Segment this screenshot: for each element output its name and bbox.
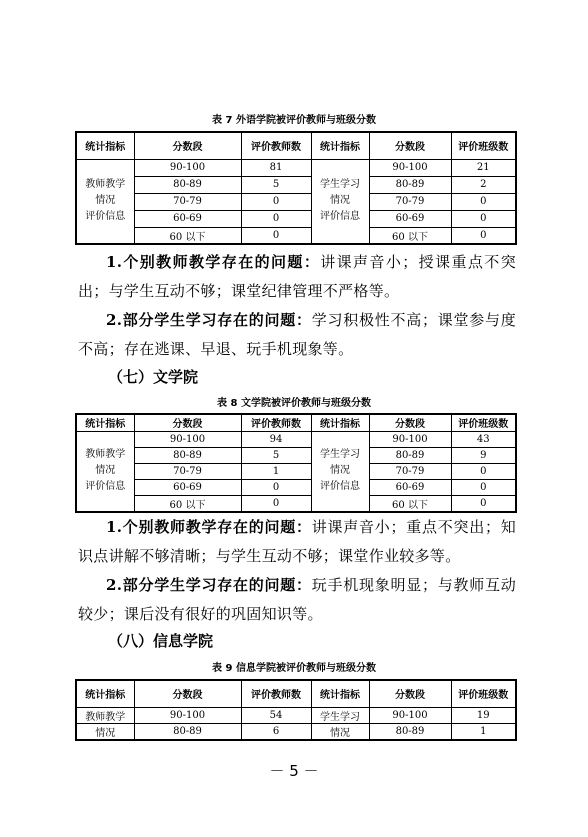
segment-cell: 90-100 — [134, 159, 241, 176]
segment-cell: 60-69 — [134, 210, 241, 227]
segment-cell: 90-100 — [369, 159, 451, 176]
header-segment-2: 分数段 — [369, 414, 451, 431]
class-count-cell: 0 — [451, 227, 516, 244]
paragraph-body: 学习积极性不高；课堂参与度不高；存在逃课、早退、玩手机现象等。 — [78, 311, 516, 358]
segment-cell: 60 以下 — [369, 227, 451, 244]
table-row — [76, 495, 516, 512]
class-count-cell: 0 — [451, 479, 516, 495]
segment-cell: 60-69 — [134, 479, 241, 495]
class-count-cell: 0 — [451, 193, 516, 210]
paragraph-student-issues-7 — [78, 306, 516, 364]
segment-cell: 60 以下 — [369, 495, 451, 512]
segment-cell: 70-79 — [369, 193, 451, 210]
indicator-line: 情况 — [95, 465, 116, 476]
class-count-cell: 0 — [451, 463, 516, 479]
table-row — [76, 210, 516, 227]
table9 — [75, 679, 517, 741]
indicator-line: 学生学习 — [320, 179, 360, 191]
header-teachers: 评价教师数 — [241, 132, 311, 159]
table-row — [76, 479, 516, 495]
header-indicator-2: 统计指标 — [311, 132, 369, 159]
segment-cell: 90-100 — [134, 431, 241, 447]
segment-cell: 80-89 — [369, 723, 451, 740]
paragraph-body: 讲课声音小；授课重点不突出；与学生互动不够；课堂纪律管理不严格等。 — [78, 253, 516, 300]
teacher-count-cell: 0 — [241, 227, 311, 244]
header-segment: 分数段 — [134, 680, 241, 707]
header-teachers: 评价教师数 — [241, 680, 311, 707]
class-count-cell: 0 — [451, 210, 516, 227]
student-indicator-cell: 学生学习 — [311, 707, 369, 723]
paragraph-body: 玩手机现象明显；与教师互动较少；课后没有很好的巩固知识等。 — [78, 576, 516, 623]
table8-caption: 表 8 文学院被评价教师与班级分数 — [217, 398, 371, 409]
segment-cell: 80-89 — [134, 723, 241, 740]
table-row — [76, 431, 516, 447]
segment-cell: 60-69 — [369, 479, 451, 495]
teacher-count-cell: 81 — [241, 159, 311, 176]
indicator-line: 情况 — [330, 465, 350, 476]
segment-cell: 80-89 — [134, 447, 241, 463]
teacher-count-cell: 0 — [241, 479, 311, 495]
table-row — [76, 707, 516, 723]
teacher-count-cell: 94 — [241, 431, 311, 447]
paragraph-lead: 1.个别教师教学存在的问题： — [106, 518, 312, 536]
class-count-cell: 19 — [451, 707, 516, 723]
class-count-cell: 9 — [451, 447, 516, 463]
table-row — [76, 176, 516, 193]
segment-cell: 80-89 — [134, 176, 241, 193]
paragraph-teacher-issues-8 — [78, 513, 516, 571]
header-segment: 分数段 — [134, 414, 241, 431]
header-indicator-2: 统计指标 — [311, 680, 369, 707]
header-indicator-2: 统计指标 — [311, 414, 369, 431]
teacher-indicator-cell: 情况 — [76, 723, 134, 740]
header-teachers: 评价教师数 — [241, 414, 311, 431]
indicator-line: 学生学习 — [320, 449, 360, 460]
teacher-count-cell: 0 — [241, 495, 311, 512]
header-indicator: 统计指标 — [76, 680, 134, 707]
paragraph-lead: 2.部分学生学习存在的问题： — [106, 311, 312, 329]
student-indicator-cell — [311, 431, 369, 512]
header-segment: 分数段 — [134, 132, 241, 159]
teacher-count-cell: 6 — [241, 723, 311, 740]
section-heading-8: （八）信息学院 — [108, 632, 214, 650]
table7 — [75, 131, 517, 245]
header-indicator: 统计指标 — [76, 132, 134, 159]
teacher-count-cell: 0 — [241, 210, 311, 227]
teacher-count-cell: 5 — [241, 176, 311, 193]
class-count-cell: 2 — [451, 176, 516, 193]
indicator-line: 评价信息 — [85, 211, 126, 223]
segment-cell: 60 以下 — [134, 495, 241, 512]
table-row — [76, 193, 516, 210]
student-indicator-cell: 情况 — [311, 723, 369, 740]
header-segment-2: 分数段 — [369, 132, 451, 159]
student-indicator-cell — [311, 159, 369, 244]
paragraph-lead: 1.个别教师教学存在的问题： — [106, 253, 321, 271]
table-row — [76, 227, 516, 244]
table-row — [76, 463, 516, 479]
paragraph-student-issues-8 — [78, 571, 516, 629]
paragraph-body: 讲课声音小；重点不突出；知识点讲解不够清晰；与学生互动不够；课堂作业较多等。 — [78, 518, 516, 565]
segment-cell: 90-100 — [134, 707, 241, 723]
teacher-count-cell: 1 — [241, 463, 311, 479]
segment-cell: 70-79 — [134, 463, 241, 479]
header-classes: 评价班级数 — [451, 132, 516, 159]
table9-caption: 表 9 信息学院被评价教师与班级分数 — [212, 663, 376, 674]
segment-cell: 70-79 — [134, 193, 241, 210]
indicator-line: 评价信息 — [320, 211, 360, 223]
segment-cell: 90-100 — [369, 431, 451, 447]
segment-cell: 70-79 — [369, 463, 451, 479]
indicator-line: 教师教学 — [85, 449, 126, 460]
class-count-cell: 0 — [451, 495, 516, 512]
indicator-line: 评价信息 — [85, 481, 126, 492]
table-row — [76, 723, 516, 740]
segment-cell: 60 以下 — [134, 227, 241, 244]
teacher-count-cell: 0 — [241, 193, 311, 210]
indicator-line: 教师教学 — [85, 179, 126, 191]
header-classes: 评价班级数 — [451, 680, 516, 707]
segment-cell: 80-89 — [369, 176, 451, 193]
indicator-line: 情况 — [95, 195, 116, 207]
page-number: － 5 － — [269, 762, 319, 780]
segment-cell: 60-69 — [369, 210, 451, 227]
indicator-line: 情况 — [330, 195, 350, 207]
header-indicator: 统计指标 — [76, 414, 134, 431]
class-count-cell: 21 — [451, 159, 516, 176]
table7-caption: 表 7 外语学院被评价教师与班级分数 — [212, 115, 376, 126]
header-classes: 评价班级数 — [451, 414, 516, 431]
teacher-indicator-cell — [76, 159, 134, 244]
header-segment-2: 分数段 — [369, 680, 451, 707]
teacher-indicator-cell — [76, 431, 134, 512]
segment-cell: 90-100 — [369, 707, 451, 723]
paragraph-teacher-issues-7 — [78, 248, 516, 306]
section-heading-7: （七）文学院 — [108, 368, 199, 386]
paragraph-lead: 2.部分学生学习存在的问题： — [106, 576, 312, 594]
teacher-indicator-cell: 教师教学 — [76, 707, 134, 723]
class-count-cell: 1 — [451, 723, 516, 740]
table-row — [76, 159, 516, 176]
indicator-line: 评价信息 — [320, 481, 360, 492]
class-count-cell: 43 — [451, 431, 516, 447]
teacher-count-cell: 54 — [241, 707, 311, 723]
teacher-count-cell: 5 — [241, 447, 311, 463]
table-row — [76, 447, 516, 463]
segment-cell: 80-89 — [369, 447, 451, 463]
table8 — [75, 413, 517, 513]
